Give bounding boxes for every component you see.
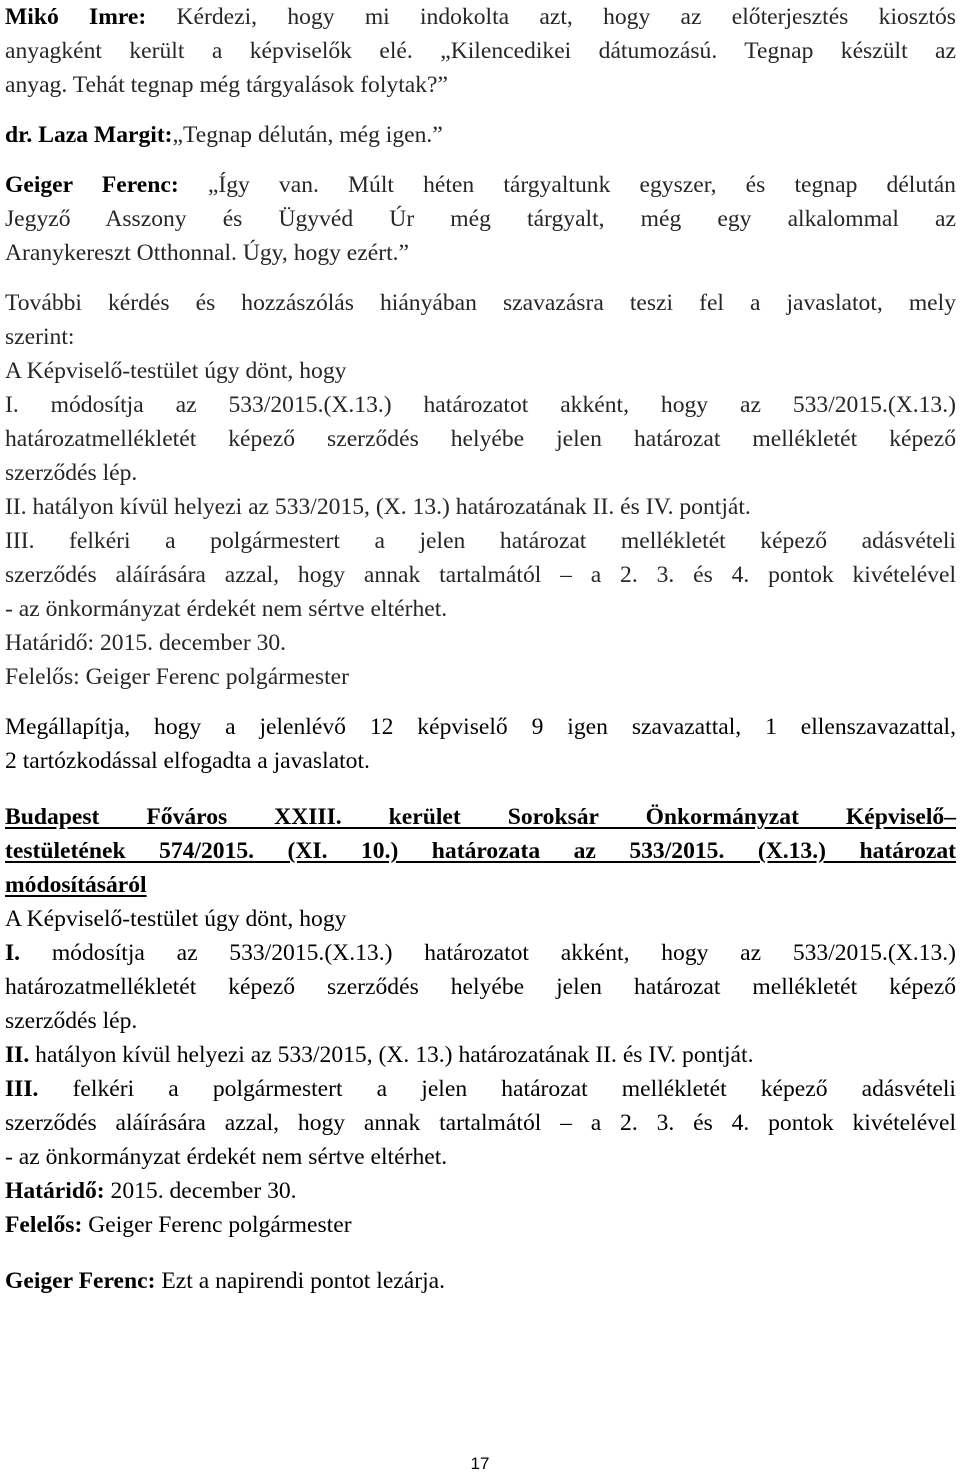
result-line: 2 tartózkodással elfogadta a javaslatot.	[5, 748, 370, 774]
proposal-line: szerződés aláírására azzal, hogy annak tartalmától – a 2. 3. és 4. pontok kivételével	[5, 562, 956, 588]
resolution-point-2	[5, 1038, 956, 1072]
resolution-point-1	[5, 936, 956, 970]
speech-text: anyag. Tehát tegnap még tárgyalások folytak?”	[5, 72, 448, 98]
vote-result	[5, 710, 956, 778]
point-text: felkéri a polgármestert a jelen határozat mellékletét képező adásvételi	[72, 1076, 956, 1102]
point-text: szerződés lép.	[5, 1008, 138, 1034]
point-text: szerződés aláírására azzal, hogy annak tartalmától – a 2. 3. és 4. pontok kivételével	[5, 1110, 956, 1136]
proposal-line: III. felkéri a polgármestert a jelen határozat mellékletét képező adásvételi	[5, 528, 956, 554]
speaker-name: dr. Laza Margit:	[5, 122, 173, 148]
dialogue-laza	[5, 118, 956, 152]
resolution	[5, 800, 956, 1242]
speaker-name: Mikó Imre:	[5, 4, 147, 30]
point-number: III.	[5, 1076, 39, 1102]
proposal-line: határozatmellékletét képező szerződés helyébe jelen határozat mellékletét képező	[5, 426, 956, 452]
resolution-title: testületének 574/2015. (XI. 10.) határozata az 533/2015. (X.13.) határozat	[5, 838, 956, 864]
point-text: határozatmellékletét képező szerződés helyébe jelen határozat mellékletét képező	[5, 974, 956, 1000]
proposal-line: Határidő: 2015. december 30.	[5, 630, 287, 656]
spacer	[5, 1242, 956, 1264]
proposal-line: További kérdés és hozzászólás hiányában szavazásra teszi fel a javaslatot, mely	[5, 290, 956, 316]
proposal-line: - az önkormányzat érdekét nem sértve eltérhet.	[5, 596, 448, 622]
result-line: Megállapítja, hogy a jelenlévő 12 képviselő 9 igen szavazattal, 1 ellenszavazattal,	[5, 714, 956, 740]
speech-text: „Így van. Múlt héten tárgyaltunk egyszer, és tegnap délután	[207, 172, 956, 198]
proposal-line: szerződés lép.	[5, 460, 138, 486]
speech-text: anyagként került a képviselők elé. „Kilencedikei dátumozású. Tegnap készült az	[5, 38, 956, 64]
responsible-label: Felelős:	[5, 1212, 83, 1238]
proposal-line: Felelős: Geiger Ferenc polgármester	[5, 664, 349, 690]
spacer	[5, 778, 956, 800]
vote-proposal	[5, 286, 956, 694]
spacer	[5, 270, 956, 286]
document-page	[5, 0, 956, 1298]
deadline-value: 2015. december 30.	[110, 1178, 297, 1204]
speaker-name: Geiger Ferenc:	[5, 172, 179, 198]
proposal-line: szerint:	[5, 324, 75, 350]
deadline-label: Határidő:	[5, 1178, 105, 1204]
closing-statement	[5, 1264, 956, 1298]
point-text: - az önkormányzat érdekét nem sértve eltérhet.	[5, 1144, 448, 1170]
resolution-title: módosításáról	[5, 872, 147, 898]
spacer	[5, 102, 956, 118]
resolution-responsible	[5, 1208, 956, 1242]
spacer	[5, 152, 956, 168]
dialogue-line	[5, 168, 956, 202]
proposal-line: A Képviselő-testület úgy dönt, hogy	[5, 358, 347, 384]
point-number: I.	[5, 940, 21, 966]
closing-text: Ezt a napirendi pontot lezárja.	[161, 1268, 446, 1294]
proposal-line: I. módosítja az 533/2015.(X.13.) határozatot akként, hogy az 533/2015.(X.13.)	[5, 392, 956, 418]
speech-text: Aranykereszt Otthonnal. Úgy, hogy ezért.”	[5, 240, 410, 266]
dialogue-line	[5, 0, 956, 34]
page-number: 17	[470, 1454, 490, 1473]
speech-text: „Tegnap délután, még igen.”	[172, 122, 443, 148]
point-number: II.	[5, 1042, 30, 1068]
spacer	[5, 694, 956, 710]
speech-text: Jegyző Asszony és Ügyvéd Úr még tárgyalt, még egy alkalommal az	[5, 206, 956, 232]
speech-text: Kérdezi, hogy mi indokolta azt, hogy az előterjesztés kiosztós	[176, 4, 956, 30]
proposal-line: II. hatályon kívül helyezi az 533/2015, (X. 13.) határozatának II. és IV. pontját.	[5, 494, 751, 520]
speaker-name: Geiger Ferenc:	[5, 1268, 156, 1294]
dialogue-miko	[5, 0, 956, 102]
resolution-deadline	[5, 1174, 956, 1208]
responsible-value: Geiger Ferenc polgármester	[88, 1212, 352, 1238]
point-text: hatályon kívül helyezi az 533/2015, (X. 13.) határozatának II. és IV. pontját.	[35, 1042, 754, 1068]
resolution-point-3	[5, 1072, 956, 1106]
point-text: módosítja az 533/2015.(X.13.) határozatot akként, hogy az 533/2015.(X.13.)	[51, 940, 956, 966]
dialogue-geiger	[5, 168, 956, 270]
resolution-intro: A Képviselő-testület úgy dönt, hogy	[5, 906, 347, 932]
resolution-title: Budapest Főváros XXIII. kerület Soroksár Önkormányzat Képviselő–	[5, 804, 956, 830]
